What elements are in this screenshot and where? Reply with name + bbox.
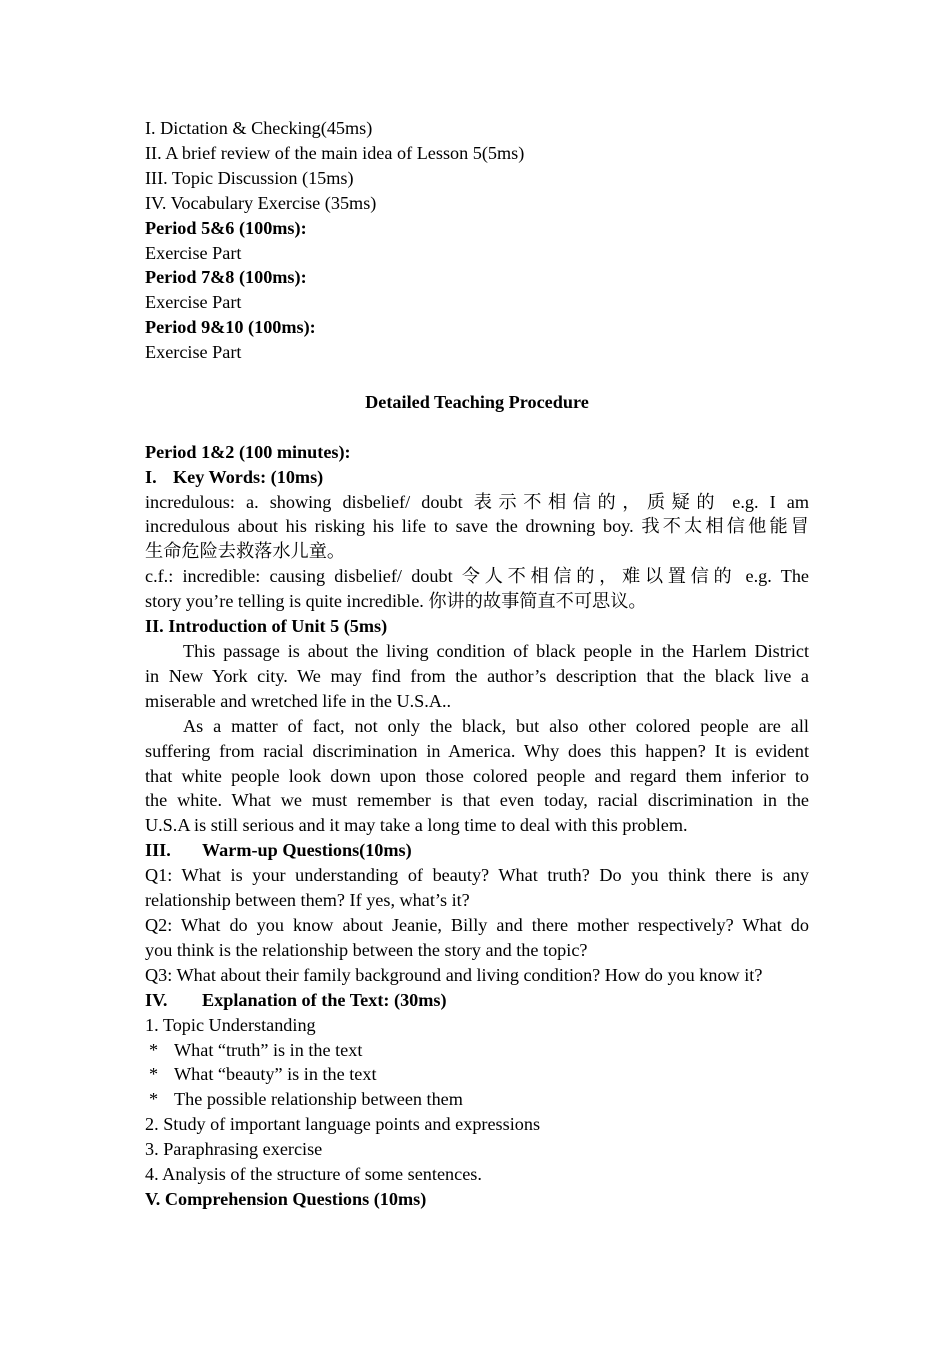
bullet-mark: * bbox=[149, 1089, 159, 1110]
period-content: Exercise Part bbox=[145, 242, 242, 263]
bullet-item bbox=[145, 1062, 809, 1087]
bullet-item bbox=[145, 1038, 809, 1063]
schedule-list bbox=[145, 116, 809, 216]
period-heading: Period 7&8 (100ms): bbox=[145, 267, 307, 288]
question-line: relationship between them? If yes, what’s it? bbox=[145, 890, 470, 911]
entry-line: incredulous about his risking his life to save the drowning boy. 我不太相信他能冒 bbox=[145, 516, 809, 537]
warmup-heading bbox=[145, 838, 809, 863]
paragraph-line: U.S.A is still serious and it may take a long time to deal with this problem. bbox=[145, 815, 688, 836]
question bbox=[145, 863, 809, 913]
paragraph-line: This passage is about the living condition of black people in the Harlem District bbox=[183, 641, 809, 661]
question-line: you think is the relationship between the story and the topic? bbox=[145, 939, 588, 960]
section-number: III. bbox=[145, 840, 171, 861]
entry-line: 生命危险去救落水儿童。 bbox=[145, 541, 346, 562]
paragraph-line: As a matter of fact, not only the black, but also other colored people are all bbox=[183, 715, 809, 736]
schedule-item: IV. Vocabulary Exercise (35ms) bbox=[145, 192, 377, 213]
period-heading: Period 5&6 (100ms): bbox=[145, 217, 307, 238]
period-content: Exercise Part bbox=[145, 342, 242, 363]
entry-line: c.f.: incredible: causing disbelief/ doubt 令人不相信的，难以置信的 e.g. The bbox=[145, 566, 809, 587]
paragraph-line: the white. What we must remember is that even today, racial discrimination in the bbox=[145, 790, 809, 811]
list-item: 3. Paraphrasing exercise bbox=[145, 1139, 323, 1160]
section-number: IV. bbox=[145, 989, 168, 1010]
bullet-item bbox=[145, 1087, 809, 1112]
question bbox=[145, 963, 809, 988]
schedule-item: II. A brief review of the main idea of Lesson 5(5ms) bbox=[145, 142, 525, 163]
bullet-text: What “truth” is in the text bbox=[174, 1039, 363, 1060]
period-9-10 bbox=[145, 315, 809, 365]
document-page bbox=[145, 116, 809, 1212]
section-title: Warm-up Questions(10ms) bbox=[202, 840, 412, 861]
key-words-heading bbox=[145, 465, 809, 490]
key-word-entry bbox=[145, 490, 809, 565]
comprehension-heading: V. Comprehension Questions (10ms) bbox=[145, 1188, 427, 1209]
paragraph-line: that white people look down upon those colored people and regard them inferior to bbox=[145, 765, 809, 786]
paragraph-line: miserable and wretched life in the U.S.A.. bbox=[145, 690, 452, 711]
period-1-2-heading: Period 1&2 (100 minutes): bbox=[145, 441, 351, 462]
period-7-8 bbox=[145, 265, 809, 315]
question-line: Q1: What is your understanding of beauty? What truth? Do you think there is any bbox=[145, 865, 809, 886]
period-heading: Period 9&10 (100ms): bbox=[145, 317, 316, 338]
list-item: 4. Analysis of the structure of some sentences. bbox=[145, 1164, 482, 1185]
procedure-title: Detailed Teaching Procedure bbox=[365, 391, 589, 412]
section-title: Key Words: (10ms) bbox=[173, 466, 324, 487]
bullet-mark: * bbox=[149, 1039, 159, 1060]
schedule-item: III. Topic Discussion (15ms) bbox=[145, 167, 354, 188]
entry-line: incredulous: a. showing disbelief/ doubt 表示不相信的，质疑的 e.g. I am bbox=[145, 491, 809, 512]
explanation-heading bbox=[145, 988, 809, 1013]
paragraph-line: suffering from racial discrimination in America. Why does this happen? It is evident bbox=[145, 740, 809, 761]
bullet-text: What “beauty” is in the text bbox=[174, 1064, 377, 1085]
section-number: I. bbox=[145, 466, 157, 487]
question bbox=[145, 913, 809, 963]
list-item: 2. Study of important language points and expressions bbox=[145, 1114, 541, 1135]
key-word-entry bbox=[145, 564, 809, 614]
intro-heading: II. Introduction of Unit 5 (5ms) bbox=[145, 616, 388, 637]
period-5-6 bbox=[145, 216, 809, 266]
question-line: Q3: What about their family background and living condition? How do you know it? bbox=[145, 964, 763, 985]
schedule-item: I. Dictation & Checking(45ms) bbox=[145, 118, 373, 138]
intro-paragraph bbox=[145, 639, 809, 714]
paragraph-line: in New York city. We may find from the author’s description that the black live a bbox=[145, 665, 809, 686]
list-item: 1. Topic Understanding bbox=[145, 1014, 316, 1035]
intro-paragraph bbox=[145, 714, 809, 839]
bullet-text: The possible relationship between them bbox=[174, 1089, 463, 1110]
section-title: Explanation of the Text: (30ms) bbox=[202, 989, 447, 1010]
bullet-mark: * bbox=[149, 1064, 159, 1085]
period-content: Exercise Part bbox=[145, 292, 242, 313]
question-line: Q2: What do you know about Jeanie, Billy and there mother respectively? What do bbox=[145, 914, 809, 935]
entry-line: story you’re telling is quite incredible. 你讲的故事简直不可思议。 bbox=[145, 591, 647, 612]
